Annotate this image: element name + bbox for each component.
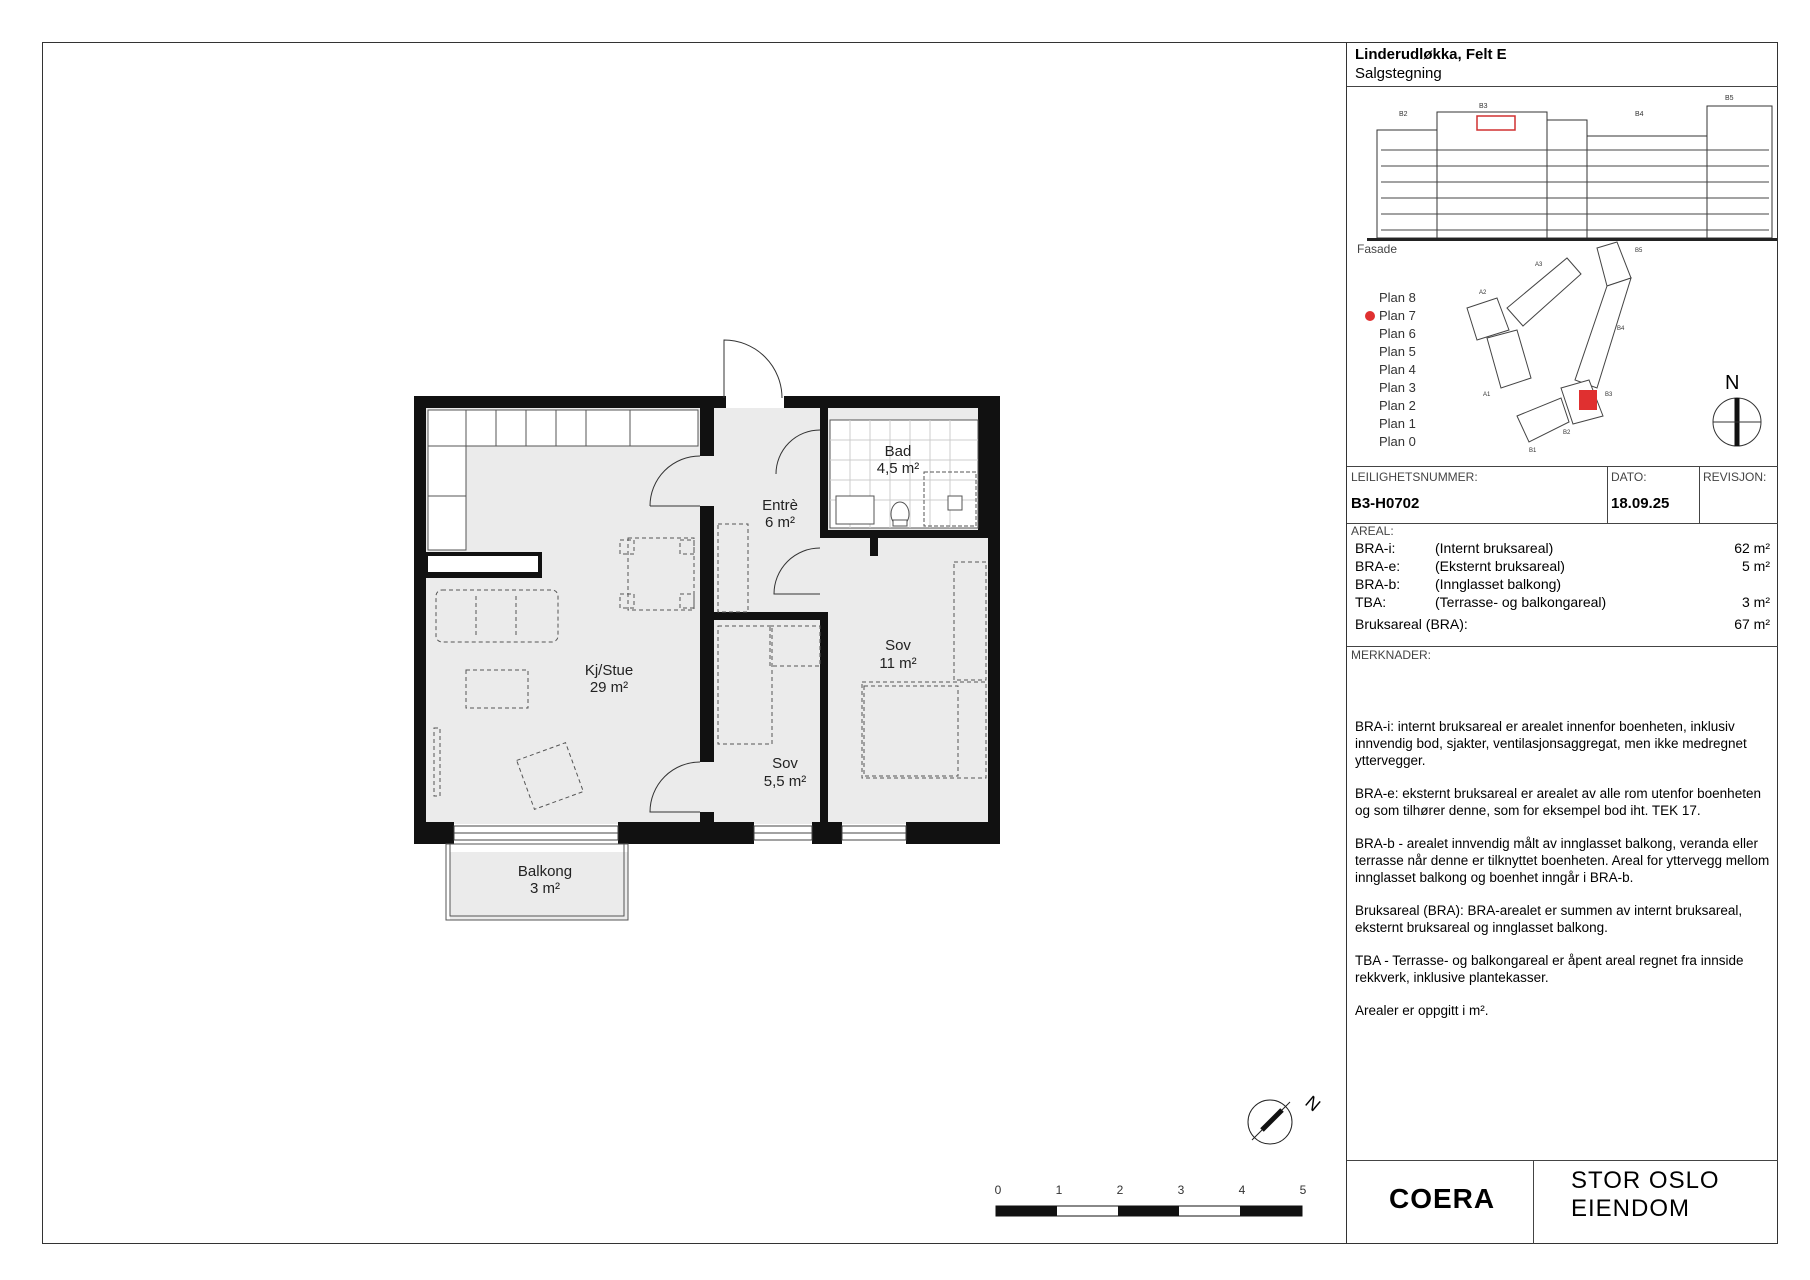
room-area-sov-large: 11 m² — [879, 655, 917, 672]
note-paragraph: Bruksareal (BRA): BRA-arealet er summen av internt bruksareal, eksternt bruksareal og innglasset balkong. — [1355, 903, 1743, 935]
site-label-a3: A3 — [1535, 262, 1543, 268]
project-subtitle: Salgstegning — [1355, 65, 1442, 82]
room-area-kjokken-stue: 29 m² — [589, 679, 629, 696]
area-row — [1355, 540, 1770, 558]
room-name-entre: Entrè — [762, 497, 798, 514]
site-label-b4: B4 — [1617, 326, 1625, 332]
site-label-b1: B1 — [1529, 448, 1537, 454]
area-desc: (Innglasset balkong) — [1435, 576, 1562, 592]
scale-tick: 5 — [1299, 1183, 1307, 1197]
floor-item-current[interactable] — [1379, 308, 1416, 323]
area-code: TBA: — [1355, 594, 1387, 610]
scale-bar — [995, 1183, 1307, 1216]
date-value: 18.09.25 — [1611, 495, 1670, 512]
north-label: N — [1725, 372, 1740, 394]
facade-label-b3: B3 — [1479, 103, 1488, 110]
room-name-sov-large: Sov — [885, 637, 911, 654]
area-desc: (Internt bruksareal) — [1435, 540, 1554, 556]
stor-oslo-logo-line1: STOR OSLO — [1571, 1167, 1720, 1194]
room-area-bad: 4,5 m² — [876, 460, 920, 477]
facade-label: Fasade — [1357, 242, 1398, 256]
note-paragraph: Arealer er oppgitt i m². — [1355, 1003, 1489, 1018]
revision-label: REVISJON: — [1703, 470, 1767, 484]
site-label-b3: B3 — [1605, 392, 1613, 398]
current-floor-marker — [1365, 311, 1375, 321]
note-paragraph: BRA-e: eksternt bruksareal er arealet av alle rom utenfor boenheten og som tilhører denne, som for eksempel bod iht. TEK 17. — [1355, 786, 1761, 818]
area-total-label: Bruksareal (BRA): — [1355, 616, 1468, 632]
floor-item[interactable]: Plan 1 — [1379, 416, 1416, 431]
note-paragraph: TBA - Terrasse- og balkongareal er åpent areal regnet fra innside rekkverk, inklusive plantekasser. — [1355, 953, 1744, 985]
site-label-b2: B2 — [1563, 430, 1571, 436]
scale-tick: 1 — [1055, 1183, 1063, 1197]
room-area-balkong: 3 m² — [530, 880, 560, 897]
date-label: DATO: — [1611, 470, 1647, 484]
scale-tick: 2 — [1116, 1183, 1124, 1197]
floor-item[interactable]: Plan 0 — [1379, 434, 1416, 449]
stor-oslo-logo — [1571, 1167, 1720, 1223]
area-code: BRA-i: — [1355, 540, 1396, 556]
facade-label-b2: B2 — [1399, 111, 1408, 118]
stor-oslo-logo-line2: EIENDOM — [1571, 1195, 1691, 1222]
room-name-kjokken-stue: Kj/Stue — [584, 662, 634, 679]
area-code: BRA-e: — [1355, 558, 1401, 574]
scale-tick: 3 — [1177, 1183, 1185, 1197]
project-title: Linderudløkka, Felt E — [1355, 46, 1507, 63]
area-row — [1355, 558, 1770, 576]
area-table — [1347, 522, 1778, 647]
compass-north-label: N — [1301, 1091, 1325, 1116]
room-name-sov-small: Sov — [772, 755, 798, 772]
site-label-a2: A2 — [1479, 290, 1487, 296]
scale-tick: 0 — [994, 1183, 1002, 1197]
north-arrow-icon — [1711, 396, 1763, 448]
unit-number-label: LEILIGHETSNUMMER: — [1351, 470, 1478, 484]
note-paragraph: BRA-b - arealet innvendig målt av innglasset balkong, veranda eller terrasse når denne er tilknyttet boenheten. Areal for yttervegg mellom innglasset balkong og boenhet inngår i BRA-b. — [1355, 836, 1770, 885]
unit-info-row — [1347, 466, 1778, 524]
note-paragraph: BRA-i: internt bruksareal er arealet innenfor boenheten, inklusiv innvendig bod, sjakter, ventilasjonsaggregat, men ikke medregnet yttervegger. — [1355, 719, 1747, 768]
floor-item[interactable]: Plan 6 — [1379, 326, 1416, 341]
facade-label-b4: B4 — [1635, 111, 1644, 118]
site-plan — [1457, 238, 1687, 458]
coera-logo: COERA — [1389, 1183, 1496, 1214]
area-total-row — [1355, 616, 1770, 634]
site-label-a1: A1 — [1483, 392, 1491, 398]
floor-item-label: Plan 7 — [1379, 308, 1416, 323]
area-title: AREAL: — [1351, 524, 1394, 538]
floor-item[interactable]: Plan 3 — [1379, 380, 1416, 395]
floor-item[interactable]: Plan 5 — [1379, 344, 1416, 359]
room-area-entre: 6 m² — [765, 514, 795, 531]
notes-body — [1355, 718, 1775, 1035]
area-code: BRA-b: — [1355, 576, 1401, 592]
scale-tick: 4 — [1238, 1183, 1246, 1197]
area-row — [1355, 576, 1770, 594]
area-value: 62 m² — [1734, 540, 1770, 556]
room-name-bad: Bad — [884, 443, 912, 460]
area-value: 3 m² — [1742, 594, 1770, 610]
site-label-b5: B5 — [1635, 248, 1643, 254]
room-area-sov-small: 5,5 m² — [763, 773, 807, 790]
floor-item[interactable]: Plan 8 — [1379, 290, 1416, 305]
area-desc: (Terrasse- og balkongareal) — [1435, 594, 1607, 610]
facade-label-b5: B5 — [1725, 95, 1734, 102]
room-name-balkong: Balkong — [517, 863, 573, 880]
title-block — [1346, 42, 1778, 1244]
unit-number-value: B3-H0702 — [1351, 495, 1420, 512]
floor-item[interactable]: Plan 2 — [1379, 398, 1416, 413]
area-total-value: 67 m² — [1734, 616, 1770, 632]
area-desc: (Eksternt bruksareal) — [1435, 558, 1565, 574]
project-header — [1347, 42, 1778, 87]
area-row — [1355, 594, 1770, 612]
floor-item[interactable]: Plan 4 — [1379, 362, 1416, 377]
compass-rose — [1248, 1092, 1324, 1144]
area-value: 5 m² — [1742, 558, 1770, 574]
logo-row — [1347, 1160, 1778, 1244]
notes-title: MERKNADER: — [1351, 648, 1432, 662]
